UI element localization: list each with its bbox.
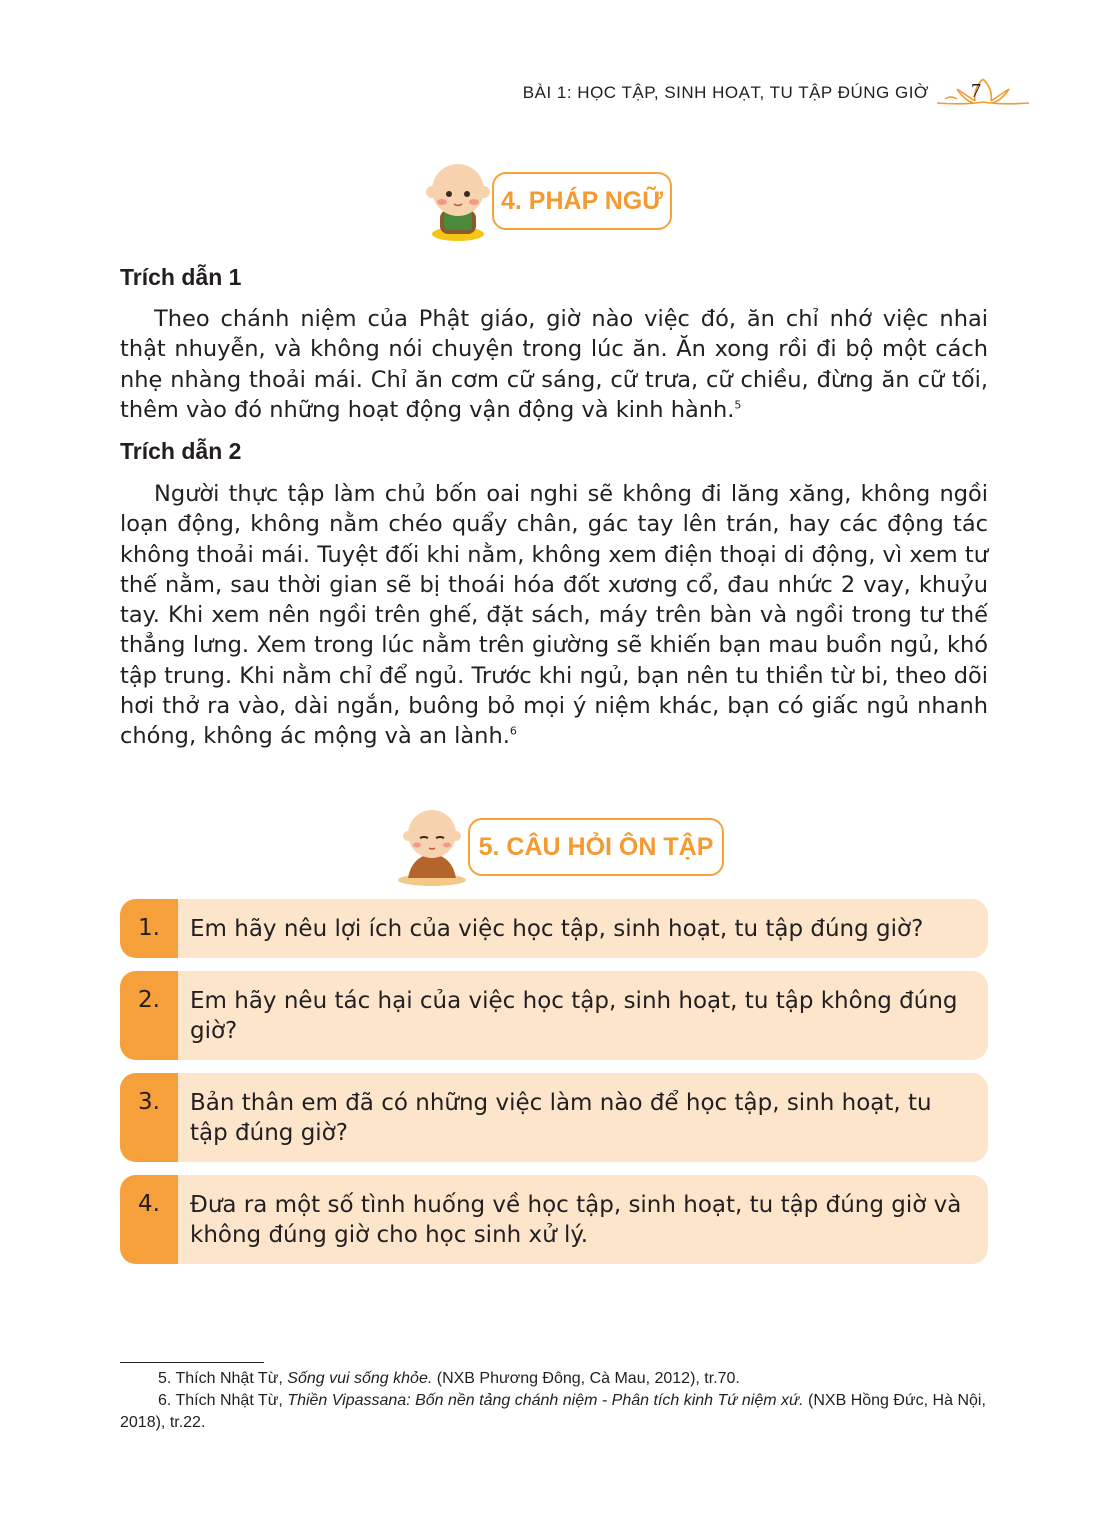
review-questions-list	[120, 899, 988, 1277]
section-4-heading	[420, 160, 672, 242]
question-item	[120, 1073, 988, 1162]
question-item	[120, 1175, 988, 1264]
footnote-divider	[120, 1362, 264, 1363]
monk-mascot-sitting-icon	[392, 806, 472, 888]
question-text: Bản thân em đã có những việc làm nào để học tập, sinh hoạt, tu tập đúng giờ?	[190, 1090, 932, 1146]
lotus-icon	[935, 75, 1031, 111]
page-number: 7	[971, 80, 981, 102]
quote-2-text: Người thực tập làm chủ bốn oai nghi sẽ không đi lăng xăng, không ngồi loạn động, không nằm chéo quẩy chân, gác tay lên trán, hay các động tác không thoải mái. Tuyệt đối khi nằm, không xem điện thoại di động, vì xem tư thế nằm, sau thời gian sẽ bị thoái hóa đốt xương cổ, đau nhức 2 vay, khuỷu tay. Khi xem nên ngồi trên ghế, đặt sách, máy trên bàn và ngồi trong tư thế thẳng lưng. Xem trong lúc nằm trên giường sẽ khiến bạn mau buồn ngủ, khó tập trung. Khi nằm chỉ để ngủ. Trước khi ngủ, bạn nên tu thiền từ bi, theo dõi hơi thở ra vào, dài ngắn, buông bỏ mọi ý niệm khác, bạn có giấc ngủ nhanh chóng, không ác mộng và an lành.$^6$	[120, 481, 988, 750]
question-item	[120, 971, 988, 1060]
quote-2-title: Trích dẫn 2	[120, 438, 242, 464]
question-item	[120, 899, 988, 958]
question-number: 1.	[120, 899, 178, 958]
section-4-title: 4. PHÁP NGỮ	[492, 172, 672, 230]
question-text: Đưa ra một số tình huống về học tập, sinh hoạt, tu tập đúng giờ và không đúng giờ cho học sinh xử lý.	[190, 1192, 962, 1248]
running-header	[523, 78, 1031, 108]
quote-1-title: Trích dẫn 1	[120, 264, 242, 290]
question-text: Em hãy nêu tác hại của việc học tập, sinh hoạt, tu tập không đúng giờ?	[190, 988, 958, 1044]
footnote-5: 5. Thích Nhật Từ, Sống vui sống khỏe. (NXB Phương Đông, Cà Mau, 2012), tr.70.	[158, 1370, 740, 1387]
question-number: 2.	[120, 971, 178, 1060]
footnotes	[120, 1368, 988, 1434]
footnote-6: 6. Thích Nhật Từ, Thiền Vipassana: Bốn nền tảng chánh niệm - Phân tích kinh Tứ niệm xứ. (NXB Hồng Đức, Hà Nội, 2018), tr.22.	[120, 1392, 986, 1431]
footnote-ref-6: 6	[509, 724, 517, 738]
quote-1-text: Theo chánh niệm của Phật giáo, giờ nào việc đó, ăn chỉ nhớ việc nhai thật nhuyễn, và không nói chuyện trong lúc ăn. Ăn xong rồi đi bộ một cách nhẹ nhàng thoải mái. Chỉ ăn cơm cữ sáng, cữ trưa, cữ chiều, đừng ăn cữ tối, thêm vào đó những hoạt động vận động và kinh hành.$^5$	[120, 306, 988, 423]
section-5-title: 5. CÂU HỎI ÔN TẬP	[468, 818, 724, 876]
monk-mascot-reading-icon	[420, 160, 498, 242]
chapter-title: BÀI 1: HỌC TẬP, SINH HOẠT, TU TẬP ĐÚNG GIỜ	[522, 83, 929, 102]
section-5-heading	[392, 806, 724, 888]
question-number: 4.	[120, 1175, 178, 1264]
footnote-ref-5: 5	[734, 398, 742, 412]
question-number: 3.	[120, 1073, 178, 1162]
question-text: Em hãy nêu lợi ích của việc học tập, sinh hoạt, tu tập đúng giờ?	[190, 916, 924, 942]
